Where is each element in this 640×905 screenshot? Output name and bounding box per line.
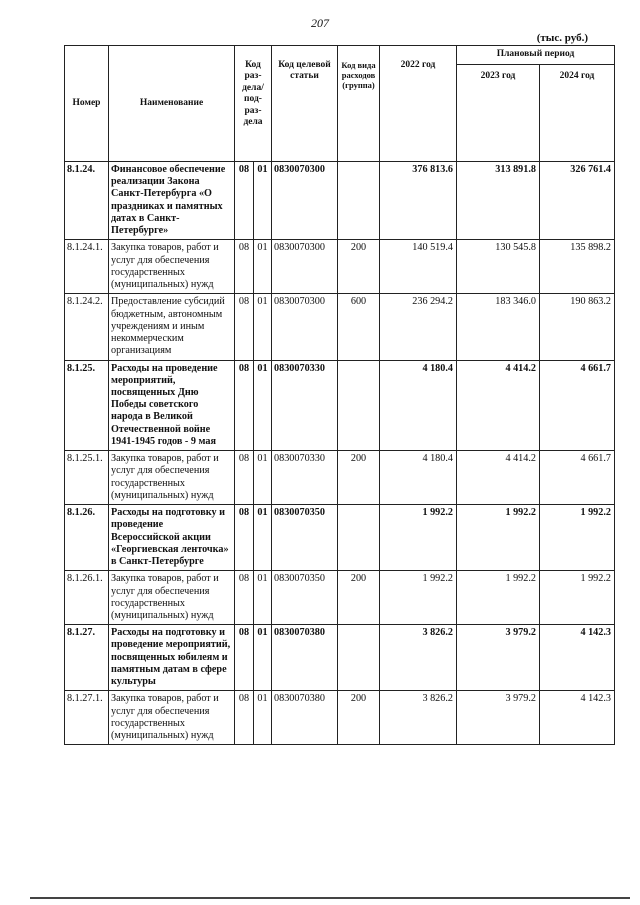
row-value-2023: 1 992.2 [457,505,540,571]
header-2024: 2024 год [540,65,615,162]
row-section: 08 [235,625,254,691]
row-number: 8.1.27. [65,625,109,691]
row-value-2023: 1 992.2 [457,571,540,625]
header-expense: Код вида расходов (группа) [338,46,380,162]
header-name: Наименование [109,46,235,162]
table-body [65,162,615,745]
row-number: 8.1.24. [65,162,109,240]
row-target-code: 0830070330 [272,360,338,451]
row-value-2023: 183 346.0 [457,294,540,360]
row-section: 08 [235,571,254,625]
row-number: 8.1.25. [65,360,109,451]
row-target-code: 0830070300 [272,162,338,240]
table-header [65,46,615,162]
row-number: 8.1.26.1. [65,571,109,625]
row-name: Расходы на подготовку и проведение Всероссийской акции «Георгиевская ленточка» в Санкт-Петербурге [109,505,235,571]
row-value-2022: 140 519.4 [380,240,457,294]
row-value-2024: 326 761.4 [540,162,615,240]
row-value-2024: 1 992.2 [540,505,615,571]
row-value-2024: 4 142.3 [540,691,615,745]
row-value-2024: 1 992.2 [540,571,615,625]
row-name: Закупка товаров, работ и услуг для обеспечения государственных (муниципальных) нужд [109,451,235,505]
header-plan: Плановый период [457,46,615,65]
row-section: 08 [235,294,254,360]
row-name: Предоставление субсидий бюджетным, автономным учреждениям и иным некоммерческим организациям [109,294,235,360]
table-row [65,162,615,240]
row-expense-code [338,162,380,240]
row-expense-code: 200 [338,451,380,505]
row-name: Закупка товаров, работ и услуг для обеспечения государственных (муниципальных) нужд [109,691,235,745]
row-subsection: 01 [254,240,272,294]
row-target-code: 0830070380 [272,625,338,691]
row-value-2022: 1 992.2 [380,505,457,571]
row-value-2024: 135 898.2 [540,240,615,294]
row-target-code: 0830070330 [272,451,338,505]
row-target-code: 0830070350 [272,505,338,571]
table-row [65,691,615,745]
table-row [65,451,615,505]
row-subsection: 01 [254,505,272,571]
row-subsection: 01 [254,625,272,691]
table-row [65,505,615,571]
row-subsection: 01 [254,691,272,745]
row-section: 08 [235,240,254,294]
row-subsection: 01 [254,571,272,625]
row-expense-code [338,505,380,571]
row-value-2022: 3 826.2 [380,625,457,691]
row-value-2024: 4 661.7 [540,451,615,505]
table-row [65,360,615,451]
row-value-2022: 4 180.4 [380,451,457,505]
row-section: 08 [235,162,254,240]
units-label: (тыс. руб.) [536,32,588,44]
row-value-2022: 1 992.2 [380,571,457,625]
row-number: 8.1.24.1. [65,240,109,294]
budget-table [64,45,615,745]
table-row [65,625,615,691]
table-row [65,240,615,294]
row-expense-code [338,625,380,691]
row-value-2023: 130 545.8 [457,240,540,294]
row-subsection: 01 [254,451,272,505]
row-value-2022: 236 294.2 [380,294,457,360]
row-expense-code: 200 [338,691,380,745]
bottom-rule [30,897,630,899]
row-value-2024: 4 142.3 [540,625,615,691]
table-row [65,294,615,360]
table-row [65,571,615,625]
row-value-2022: 376 813.6 [380,162,457,240]
header-2022: 2022 год [380,46,457,162]
row-expense-code: 200 [338,571,380,625]
row-section: 08 [235,691,254,745]
row-value-2023: 3 979.2 [457,625,540,691]
row-value-2023: 4 414.2 [457,451,540,505]
header-2023: 2023 год [457,65,540,162]
row-value-2023: 3 979.2 [457,691,540,745]
row-name: Закупка товаров, работ и услуг для обеспечения государственных (муниципальных) нужд [109,240,235,294]
row-section: 08 [235,451,254,505]
header-section: Код раз- дела/ под- раз- дела [235,46,272,162]
row-number: 8.1.26. [65,505,109,571]
row-section: 08 [235,505,254,571]
row-number: 8.1.24.2. [65,294,109,360]
row-subsection: 01 [254,162,272,240]
row-number: 8.1.27.1. [65,691,109,745]
row-expense-code [338,360,380,451]
row-name: Расходы на проведение мероприятий, посвященных Дню Победы советского народа в Великой Отечественной войне 1941-1945 годов - 9 мая [109,360,235,451]
page-number: 207 [311,16,329,30]
row-target-code: 0830070300 [272,240,338,294]
row-expense-code: 200 [338,240,380,294]
row-number: 8.1.25.1. [65,451,109,505]
row-value-2022: 3 826.2 [380,691,457,745]
row-expense-code: 600 [338,294,380,360]
row-subsection: 01 [254,294,272,360]
row-value-2023: 4 414.2 [457,360,540,451]
row-value-2024: 190 863.2 [540,294,615,360]
row-target-code: 0830070380 [272,691,338,745]
row-name: Закупка товаров, работ и услуг для обеспечения государственных (муниципальных) нужд [109,571,235,625]
row-name: Финансовое обеспечение реализации Закона Санкт-Петербурга «О праздниках и памятных датах в Санкт-Петербурге» [109,162,235,240]
row-value-2024: 4 661.7 [540,360,615,451]
header-number: Номер [65,46,109,162]
header-target: Код целевой статьи [272,46,338,162]
row-value-2022: 4 180.4 [380,360,457,451]
row-name: Расходы на подготовку и проведение мероприятий, посвященных юбилеям и памятным датам в сфере культуры [109,625,235,691]
row-section: 08 [235,360,254,451]
row-subsection: 01 [254,360,272,451]
row-target-code: 0830070350 [272,571,338,625]
row-target-code: 0830070300 [272,294,338,360]
row-value-2023: 313 891.8 [457,162,540,240]
